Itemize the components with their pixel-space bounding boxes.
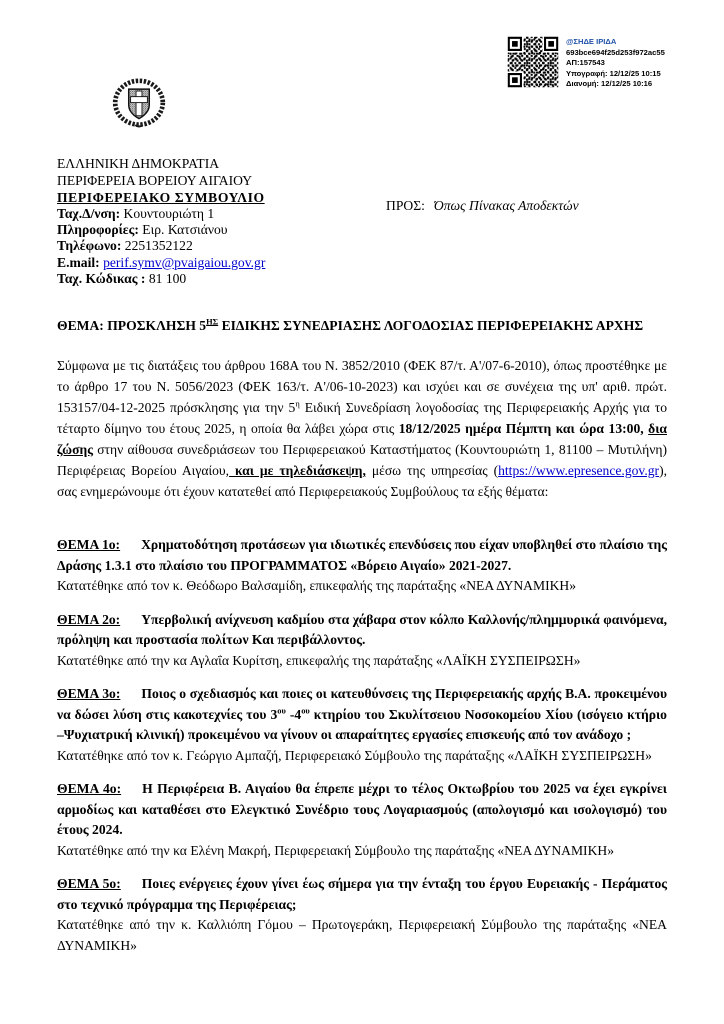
text-segment: κτηρίου του Σκυλίτσειου Νοσοκομείου Χίου (ισόγειο κτήριο –Ψυχιατρική κλινική) προκειμένου να γίνουν οι απαραίτητες εργασίες επισκευής από τον ανάδοχο ; bbox=[57, 706, 667, 743]
text-segment: 693bce694f25d253f972ac55 bbox=[566, 47, 665, 57]
text-segment: Ποιες ενέργειες έχουν γίνει έως σήμερα για την ένταξη του έργου Ευρειακής - Περάματος στο τεχνικό πρόγραμμα της Περιφέρειας; bbox=[57, 876, 668, 912]
text-segment: 81 100 bbox=[145, 270, 187, 286]
text-segment: και με τηλεδιάσκεψη, bbox=[229, 463, 366, 479]
text-segment: δια ζώσης bbox=[57, 421, 667, 458]
text-segment: Ειρ. Κατσιάνου bbox=[138, 222, 228, 238]
text-segment: 2251352122 bbox=[121, 238, 193, 254]
theme-title-text bbox=[57, 537, 667, 573]
text-segment: η bbox=[295, 398, 300, 409]
theme-label: ΘΕΜΑ 3ο: bbox=[57, 686, 121, 702]
text-segment: Υπερβολική ανίχνευση καδμίου στα χάβαρα στον κόλπο Καλλονής/πλημμυρικά φαινόμενα, πρόληψη και προστασία πολίτων Και περιβάλλοντος. bbox=[57, 611, 667, 648]
text-segment: Ταχ.Δ/νση: bbox=[57, 206, 121, 221]
text-segment: ΠΡΟΣΚΛΗΣΗ 5 bbox=[107, 318, 207, 334]
text-segment: ου bbox=[277, 704, 286, 715]
text-segment: E.mail: bbox=[57, 254, 100, 270]
text-segment: Η Περιφέρεια Β. Αιγαίου θα έπρεπε μέχρι το τέλος Οκτωβρίου του 2025 να έχει εγκρίνει αρμοδίως και καταθέσει στο Ελεγκτικό Συνέδριο τους Λογαριασμούς (απολογισμό και ισολογισμό) του έτους 2024. bbox=[57, 781, 667, 838]
text-segment: Ειδική Συνεδρίαση λογοδοσίας της Περιφερειακής Αρχής για το τέταρτο δίμηνο του έτους 2025, η οποία θα λάβει χώρα στις bbox=[57, 400, 667, 437]
theme-title-text bbox=[57, 876, 667, 912]
theme-heading bbox=[57, 874, 667, 915]
recipient-value: Όπως Πίνακας Αποδεκτών bbox=[433, 198, 579, 213]
recipient-block bbox=[386, 198, 579, 214]
text-segment: ), σας ενημερώνουμε ότι έχουν κατατεθεί από Περιφερειακούς Συμβούλους τα εξής θέματα: bbox=[57, 463, 667, 500]
theme-heading bbox=[57, 684, 667, 746]
subject-line bbox=[57, 317, 667, 335]
theme-label: ΘΕΜΑ 5ο: bbox=[57, 876, 121, 892]
text-segment: 18/12/2025 ημέρα Πέμπτη και ώρα 13:00, bbox=[398, 421, 649, 437]
theme-submitted: Κατατέθηκε από τον κ. Γεώργιο Αμπαζή, Περιφερειακό Σύμβουλο της παράταξης «ΛΑΪΚΗ ΣΥΣΠΕΙΡΩΣΗ» bbox=[57, 747, 652, 763]
contact-block bbox=[57, 206, 667, 287]
org-line-region: ΠΕΡΙΦΕΡΕΙΑ ΒΟΡΕΙΟΥ ΑΙΓΑΙΟΥ bbox=[57, 173, 253, 188]
contact-row-info bbox=[57, 222, 667, 238]
theme-block-2 bbox=[57, 610, 667, 672]
text-segment: μέσω της υπηρεσίας ( bbox=[365, 463, 499, 479]
org-line-council: ΠΕΡΙΦΕΡΕΙΑΚΟ ΣΥΜΒΟΥΛΙΟ bbox=[57, 190, 265, 205]
text-segment: στην αίθουσα συνεδριάσεων του Περιφερειακού Καταστήματος (Κουντουριώτη 1, 81100 – Μυτιλήνη) Περιφέρειας Βορείου Αιγαίου, bbox=[57, 442, 667, 479]
epresence-link[interactable]: https://www.epresence.gov.gr bbox=[498, 463, 660, 479]
hellenic-republic-emblem-icon bbox=[111, 77, 167, 134]
theme-label: ΘΕΜΑ 4ο: bbox=[57, 781, 122, 797]
theme-title-text bbox=[57, 781, 667, 837]
recipient-label: ΠΡΟΣ: bbox=[386, 198, 425, 213]
contact-row-phone bbox=[57, 238, 667, 254]
theme-submitted: Κατατέθηκε από τον κ. Θεόδωρο Βαλσαμίδη, επικεφαλής της παράταξης «ΝΕΑ ΔΥΝΑΜΙΚΗ» bbox=[57, 578, 577, 594]
text-segment: Χρηματοδότηση προτάσεων για ιδιωτικές επενδύσεις που είχαν υποβληθεί στο πλαίσιο της Δράσης 1.3.1 στο πλαίσιο του ΠΡΟΓΡΑΜΜΑΤΟΣ «Βόρειο Αιγαίο» 2021-2027. bbox=[57, 537, 667, 573]
themes-list bbox=[57, 535, 667, 956]
irida-system-label: @ΣΗΔΕ ΙΡΙΔΑ bbox=[566, 37, 617, 46]
theme-block-4 bbox=[57, 779, 667, 861]
text-segment: ΘΕΜΑ: bbox=[57, 318, 108, 334]
org-line-country: ΕΛΛΗΝΙΚΗ ΔΗΜΟΚΡΑΤΙΑ bbox=[57, 156, 220, 171]
theme-heading bbox=[57, 610, 667, 651]
text-segment: Ποιος ο σχεδιασμός και ποιες οι κατευθύνσεις της Περιφερειακής αρχής Β.Α. προκειμένου να δώσει λύση στις κακοτεχνίες του 3 bbox=[57, 686, 668, 722]
theme-submitted: Κατατέθηκε από την κ. Καλλιόπη Γόμου – Πρωτογεράκη, Περιφερειακή Σύμβουλο της παράταξης «ΝΕΑ ΔΥΝΑΜΙΚΗ» bbox=[57, 917, 667, 953]
theme-submitted: Κατατέθηκε από την κα Ελένη Μακρή, Περιφερειακή Σύμβουλο της παράταξης «ΝΕΑ ΔΥΝΑΜΙΚΗ» bbox=[57, 842, 615, 858]
theme-title-text bbox=[57, 686, 667, 742]
theme-submitted: Κατατέθηκε από την κα Αγλαΐα Κυρίτση, επικεφαλής της παράταξης «ΛΑΪΚΗ ΣΥΣΠΕΙΡΩΣΗ» bbox=[57, 652, 581, 668]
text-segment: Σύμφωνα με τις διατάξεις του άρθρου 168Α του Ν. 3852/2010 (ΦΕΚ 87/τ. Α'/07-6-2010), όπως προστέθηκε με το άρθρο 17 του Ν. 5056/2023 (ΦΕΚ 163/τ. Α'/06-10-2023) και ισχύει και σε συνέχεια της υπ' αριθ. πρώτ. 153157/04-12-2025 πρόσκλησης για την 5 bbox=[57, 358, 667, 416]
text-segment: ΗΣ bbox=[206, 316, 219, 327]
text-segment: Υπογραφή: 12/12/25 10:15 bbox=[566, 68, 661, 78]
theme-title-text bbox=[57, 612, 667, 648]
theme-block-1 bbox=[57, 535, 667, 597]
text-segment: ΕΙΔΙΚΗΣ ΣΥΝΕΔΡΙΑΣΗΣ ΛΟΓΟΔΟΣΙΑΣ ΠΕΡΙΦΕΡΕΙΑΚΗΣ ΑΡΧΗΣ bbox=[218, 318, 644, 334]
text-segment: Ταχ. Κώδικας : bbox=[57, 270, 146, 286]
theme-label: ΘΕΜΑ 1ο: bbox=[57, 537, 121, 553]
theme-heading bbox=[57, 535, 667, 576]
text-segment: ΑΠ:157543 bbox=[566, 58, 605, 68]
text-segment: ου bbox=[301, 704, 310, 715]
theme-block-5 bbox=[57, 874, 667, 956]
theme-block-3 bbox=[57, 684, 667, 766]
text-segment: Διανομή: 12/12/25 10:16 bbox=[566, 79, 653, 89]
email-link[interactable]: perif.symv@pvaigaiou.gov.gr bbox=[103, 254, 266, 270]
contact-row-email bbox=[57, 255, 667, 271]
text-segment: Πληροφορίες: bbox=[57, 222, 139, 238]
intro-paragraph bbox=[57, 355, 667, 502]
text-segment: Κουντουριώτη 1 bbox=[120, 206, 215, 221]
text-segment: Τηλέφωνο: bbox=[57, 238, 122, 254]
theme-label: ΘΕΜΑ 2ο: bbox=[57, 611, 121, 627]
text-segment: -4 bbox=[285, 706, 302, 722]
contact-row-postcode bbox=[57, 271, 667, 287]
theme-heading bbox=[57, 779, 667, 841]
